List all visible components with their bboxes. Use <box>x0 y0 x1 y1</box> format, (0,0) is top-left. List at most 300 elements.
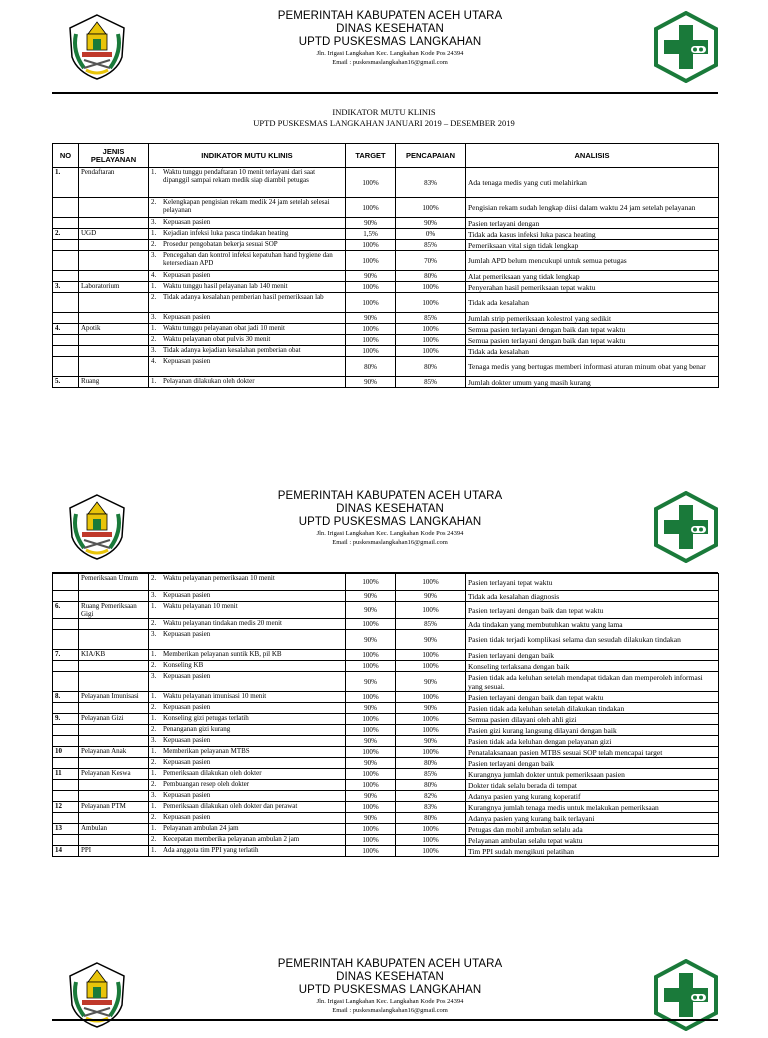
indicator-text: Pemeriksaan dilakukan oleh dokter <box>163 769 262 777</box>
cell-no <box>53 346 79 357</box>
cell-no <box>53 630 79 650</box>
clinic-name: UPTD PUSKESMAS LANGKAHAN <box>298 984 482 996</box>
indicator-number: 1. <box>151 229 157 237</box>
cell-pencapaian: 90% <box>396 672 466 692</box>
cell-pencapaian: 85% <box>396 769 466 780</box>
cell-target: 100% <box>346 619 396 630</box>
indicator-number: 2. <box>151 813 157 821</box>
cell-indikator <box>149 251 346 271</box>
indicator-text: Kepuasan pasien <box>163 271 211 279</box>
cell-jenis-pelayanan <box>79 619 149 630</box>
cell-pencapaian: 100% <box>396 725 466 736</box>
cell-pencapaian: 85% <box>396 240 466 251</box>
letterhead-rule <box>52 1019 718 1021</box>
cell-pencapaian: 100% <box>396 335 466 346</box>
cell-jenis-pelayanan <box>79 791 149 802</box>
indicator-text: Tidak adanya kejadian kesalahan pemberian obat <box>163 346 301 354</box>
cell-no: 14 <box>53 846 79 857</box>
cell-indikator <box>149 357 346 377</box>
indicator-number: 2. <box>151 661 157 669</box>
indicator-number: 3. <box>151 630 157 638</box>
letterhead <box>0 480 768 570</box>
address-text: Jln. Irigasi Langkahan Kec. Langkahan Kode Pos 24394 <box>316 530 464 537</box>
table-row <box>53 377 719 388</box>
cell-indikator <box>149 780 346 791</box>
indicator-number: 1. <box>151 747 157 755</box>
cell-target: 90% <box>346 758 396 769</box>
indicator-number: 1. <box>151 282 157 290</box>
cell-target: 100% <box>346 198 396 218</box>
cell-jenis-pelayanan: Ambulan <box>79 824 149 835</box>
indicator-number: 2. <box>151 725 157 733</box>
cell-target: 100% <box>346 293 396 313</box>
table-row <box>53 324 719 335</box>
cell-indikator <box>149 335 346 346</box>
table-row <box>53 736 719 747</box>
table-row <box>53 791 719 802</box>
indicator-number: 1. <box>151 377 157 385</box>
cell-pencapaian: 100% <box>396 324 466 335</box>
indicator-number: 1. <box>151 714 157 722</box>
cell-pencapaian: 100% <box>396 824 466 835</box>
cell-no <box>53 835 79 846</box>
table-row <box>53 218 719 229</box>
cell-jenis-pelayanan: UGD <box>79 229 149 240</box>
cell-analisis: Pasien gizi kurang langsung dilayani dengan baik <box>466 725 719 736</box>
indicator-table-page-2 <box>52 573 719 857</box>
indicator-text: Pelayanan dilakukan oleh dokter <box>163 377 255 385</box>
indicator-number: 1. <box>151 824 157 832</box>
agency-name: PEMERINTAH KABUPATEN ACEH UTARA <box>277 490 503 502</box>
cell-analisis: Semua pasien dilayani oleh ahli gizi <box>466 714 719 725</box>
indicator-number: 3. <box>151 313 157 321</box>
cell-pencapaian: 100% <box>396 747 466 758</box>
cell-analisis: Alat pemeriksaan yang tidak lengkap <box>466 271 719 282</box>
indicator-text: Kepuasan pasien <box>163 218 211 226</box>
indicator-text: Penanganan gizi kurang <box>163 725 231 733</box>
table-row <box>53 692 719 703</box>
cell-no <box>53 661 79 672</box>
cell-target: 90% <box>346 218 396 229</box>
cell-target: 100% <box>346 747 396 758</box>
cell-target: 90% <box>346 630 396 650</box>
indicator-text: Tidak adanya kesalahan pemberian hasil pemeriksaan lab <box>163 293 324 301</box>
table-row <box>53 591 719 602</box>
cell-indikator <box>149 747 346 758</box>
cell-no: 7. <box>53 650 79 661</box>
table-row <box>53 357 719 377</box>
indicator-text: Kepuasan pasien <box>163 630 211 638</box>
department-name: DINAS KESEHATAN <box>336 971 444 983</box>
indicator-text: Kecepatan memberika pelayanan ambulan 2 jam <box>163 835 300 843</box>
cell-jenis-pelayanan <box>79 313 149 324</box>
email-text: Email : puskesmaslangkahan16@gmail.com <box>332 59 448 66</box>
indicator-text: Kepuasan pasien <box>163 813 211 821</box>
cell-pencapaian: 70% <box>396 251 466 271</box>
cell-analisis: Jumlah strip pemeriksaan kolestrol yang sedikit <box>466 313 719 324</box>
indicator-number: 1. <box>151 168 157 176</box>
cell-target: 100% <box>346 574 396 591</box>
cell-no <box>53 736 79 747</box>
indicator-number: 2. <box>151 198 157 206</box>
cell-jenis-pelayanan: Laboratorium <box>79 282 149 293</box>
cell-no: 4. <box>53 324 79 335</box>
doc-title <box>0 107 768 129</box>
cell-jenis-pelayanan <box>79 758 149 769</box>
cell-no <box>53 313 79 324</box>
cell-analisis: Pasien terlayani dengan baik dan tepat waktu <box>466 692 719 703</box>
cell-jenis-pelayanan <box>79 251 149 271</box>
indicator-number: 3. <box>151 346 157 354</box>
cell-indikator <box>149 758 346 769</box>
cell-pencapaian: 100% <box>396 692 466 703</box>
cell-no <box>53 198 79 218</box>
col-pencapaian: PENCAPAIAN <box>396 144 466 168</box>
cell-no <box>53 791 79 802</box>
indicator-number: 1. <box>151 602 157 610</box>
indicator-text: Waktu tunggu pelayanan obat jadi 10 menit <box>163 324 285 332</box>
table-row <box>53 725 719 736</box>
cell-analisis: Pasien terlayani tepat waktu <box>466 574 719 591</box>
cell-jenis-pelayanan <box>79 240 149 251</box>
cell-no <box>53 240 79 251</box>
table-row <box>53 824 719 835</box>
cell-target: 100% <box>346 168 396 198</box>
address-text: Jln. Irigasi Langkahan Kec. Langkahan Kode Pos 24394 <box>316 50 464 57</box>
table-row <box>53 229 719 240</box>
cell-pencapaian: 100% <box>396 346 466 357</box>
cell-indikator <box>149 346 346 357</box>
indicator-number: 4. <box>151 357 157 365</box>
cell-indikator <box>149 574 346 591</box>
cell-target: 100% <box>346 846 396 857</box>
indicator-text: Pelayanan ambulan 24 jam <box>163 824 239 832</box>
cell-indikator <box>149 240 346 251</box>
indicator-number: 1. <box>151 692 157 700</box>
cell-jenis-pelayanan <box>79 271 149 282</box>
letterhead-rule <box>52 92 718 94</box>
cell-indikator <box>149 271 346 282</box>
indicator-number: 1. <box>151 802 157 810</box>
cell-indikator <box>149 846 346 857</box>
indicator-text: Waktu pelayanan 10 menit <box>163 602 238 610</box>
cell-analisis: Pasien tidak terjadi komplikasi selama dan sesudah dilakukan tindakan <box>466 630 719 650</box>
cell-indikator <box>149 602 346 619</box>
indicator-number: 3. <box>151 791 157 799</box>
cell-indikator <box>149 377 346 388</box>
table-row <box>53 672 719 692</box>
table-row <box>53 769 719 780</box>
cell-analisis: Tidak ada kesalahan <box>466 346 719 357</box>
letterhead-text <box>200 958 580 1015</box>
letterhead <box>0 948 768 1038</box>
cell-pencapaian: 80% <box>396 780 466 791</box>
cell-no: 2. <box>53 229 79 240</box>
cell-jenis-pelayanan <box>79 293 149 313</box>
indicator-number: 1. <box>151 769 157 777</box>
cell-no: 9. <box>53 714 79 725</box>
indicator-text: Kepuasan pasien <box>163 736 211 744</box>
cell-target: 90% <box>346 602 396 619</box>
indicator-number: 3. <box>151 736 157 744</box>
email-text: Email : puskesmaslangkahan16@gmail.com <box>332 539 448 546</box>
cell-analisis: Adanya pasien yang kurang baik terlayani <box>466 813 719 824</box>
indicator-number: 1. <box>151 846 157 854</box>
cell-analisis: Tidak ada kasus infeksi luka pasca heating <box>466 229 719 240</box>
indicator-number: 4. <box>151 271 157 279</box>
cell-jenis-pelayanan <box>79 346 149 357</box>
cell-no <box>53 271 79 282</box>
cell-jenis-pelayanan: Pelayanan Anak <box>79 747 149 758</box>
cell-pencapaian: 83% <box>396 168 466 198</box>
cell-target: 90% <box>346 271 396 282</box>
cell-analisis: Ada tindakan yang membutuhkan waktu yang lama <box>466 619 719 630</box>
cell-jenis-pelayanan <box>79 335 149 346</box>
cell-analisis: Konseling terlaksana dengan baik <box>466 661 719 672</box>
cell-pencapaian: 100% <box>396 650 466 661</box>
cell-analisis: Tidak ada kesalahan <box>466 293 719 313</box>
table-row <box>53 714 719 725</box>
table-row <box>53 747 719 758</box>
cell-analisis: Pelayanan ambulan selalu tepat waktu <box>466 835 719 846</box>
table-row <box>53 335 719 346</box>
cell-no <box>53 218 79 229</box>
cell-analisis: Semua pasien terlayani dengan baik dan tepat waktu <box>466 324 719 335</box>
cell-pencapaian: 80% <box>396 271 466 282</box>
cell-pencapaian: 0% <box>396 229 466 240</box>
indicator-number: 2. <box>151 835 157 843</box>
cell-no <box>53 703 79 714</box>
table-row <box>53 282 719 293</box>
cell-indikator <box>149 198 346 218</box>
table-row <box>53 346 719 357</box>
table-row <box>53 758 719 769</box>
cell-analisis: Pasien tidak ada keluhan setelah mendapat tidakan dan memperoleh informasi yang sesuai. <box>466 672 719 692</box>
cell-indikator <box>149 769 346 780</box>
cell-target: 100% <box>346 725 396 736</box>
clinic-name: UPTD PUSKESMAS LANGKAHAN <box>298 36 482 48</box>
cell-pencapaian: 82% <box>396 791 466 802</box>
cell-jenis-pelayanan: Apotik <box>79 324 149 335</box>
indicator-text: Ada anggota tim PPI yang terlatih <box>163 846 259 854</box>
indicator-text: Pembuangan resep oleh dokter <box>163 780 250 788</box>
cell-indikator <box>149 672 346 692</box>
cell-target: 1,5% <box>346 229 396 240</box>
puskesmas-cross-icon <box>650 491 722 563</box>
cell-target: 90% <box>346 672 396 692</box>
cell-pencapaian: 80% <box>396 813 466 824</box>
indicator-number: 3. <box>151 251 157 259</box>
cell-pencapaian: 83% <box>396 802 466 813</box>
col-no: NO <box>53 144 79 168</box>
cell-target: 80% <box>346 357 396 377</box>
cell-pencapaian: 85% <box>396 313 466 324</box>
indicator-text: Kelengkapan pengisian rekam medik 24 jam setelah selesai pelayanan <box>163 198 330 214</box>
cell-pencapaian: 100% <box>396 293 466 313</box>
cell-target: 100% <box>346 650 396 661</box>
cell-no <box>53 672 79 692</box>
table-row <box>53 168 719 198</box>
table-row <box>53 251 719 271</box>
cell-pencapaian: 100% <box>396 846 466 857</box>
cell-jenis-pelayanan <box>79 672 149 692</box>
cell-pencapaian: 100% <box>396 198 466 218</box>
indicator-text: Kepuasan pasien <box>163 591 211 599</box>
indicator-text: Kepuasan pasien <box>163 313 211 321</box>
title-line-1: INDIKATOR MUTU KLINIS <box>332 107 436 117</box>
cell-analisis: Tim PPI sudah mengikuti pelatihan <box>466 846 719 857</box>
address-text: Jln. Irigasi Langkahan Kec. Langkahan Kode Pos 24394 <box>316 998 464 1005</box>
department-name: DINAS KESEHATAN <box>336 503 444 515</box>
table-row <box>53 650 719 661</box>
cell-no: 12 <box>53 802 79 813</box>
indicator-text: Konseling KB <box>163 661 204 669</box>
cell-no <box>53 725 79 736</box>
table-row <box>53 813 719 824</box>
cell-no: 13 <box>53 824 79 835</box>
cell-analisis: Ada tenaga medis yang cuti melahirkan <box>466 168 719 198</box>
cell-indikator <box>149 714 346 725</box>
cell-jenis-pelayanan <box>79 813 149 824</box>
cell-target: 100% <box>346 282 396 293</box>
cell-target: 90% <box>346 591 396 602</box>
cell-analisis: Pemeriksaan vital sign tidak lengkap <box>466 240 719 251</box>
cell-pencapaian: 90% <box>396 736 466 747</box>
cell-indikator <box>149 324 346 335</box>
indicator-number: 2. <box>151 293 157 301</box>
col-target: TARGET <box>346 144 396 168</box>
aceh-utara-emblem-icon <box>62 492 132 562</box>
cell-jenis-pelayanan <box>79 357 149 377</box>
cell-target: 90% <box>346 313 396 324</box>
cell-target: 90% <box>346 813 396 824</box>
cell-analisis: Pasien terlayani dengan <box>466 218 719 229</box>
cell-target: 100% <box>346 324 396 335</box>
cell-indikator <box>149 692 346 703</box>
cell-target: 100% <box>346 769 396 780</box>
cell-jenis-pelayanan <box>79 218 149 229</box>
cell-analisis: Pasien tidak ada keluhan setelah dilakukan tindakan <box>466 703 719 714</box>
cell-jenis-pelayanan <box>79 736 149 747</box>
indicator-text: Waktu tunggu pendaftaran 10 menit terlayani dari saat dipanggil sampai rekam medik siap diambil petugas <box>163 168 316 184</box>
indicator-text: Pencegahan dan kontrol infeksi kepatuhan hand hygiene dan ketersediaan APD <box>163 251 333 267</box>
table-row <box>53 574 719 591</box>
col-jenis: JENIS PELAYANAN <box>79 144 149 168</box>
indicator-text: Waktu tunggu hasil pelayanan lab 140 menit <box>163 282 288 290</box>
cell-target: 100% <box>346 346 396 357</box>
cell-analisis: Pasien terlayani dengan baik <box>466 758 719 769</box>
cell-indikator <box>149 218 346 229</box>
cell-no <box>53 574 79 591</box>
cell-no <box>53 780 79 791</box>
indicator-text: Pemeriksaan dilakukan oleh dokter dan perawat <box>163 802 298 810</box>
indicator-text: Kejadian infeksi luka pasca tindakan heating <box>163 229 289 237</box>
cell-indikator <box>149 168 346 198</box>
cell-analisis: Pengisian rekam sudah lengkap diisi dalam waktu 24 jam setelah pelayanan <box>466 198 719 218</box>
indicator-text: Waktu pelayanan imunisasi 10 menit <box>163 692 267 700</box>
indicator-number: 3. <box>151 672 157 680</box>
cell-indikator <box>149 835 346 846</box>
cell-indikator <box>149 630 346 650</box>
cell-no: 8. <box>53 692 79 703</box>
cell-target: 90% <box>346 736 396 747</box>
cell-indikator <box>149 824 346 835</box>
cell-no <box>53 251 79 271</box>
cell-jenis-pelayanan: Pelayanan Gizi <box>79 714 149 725</box>
cell-target: 100% <box>346 780 396 791</box>
indicator-text: Kepuasan pasien <box>163 791 211 799</box>
cell-pencapaian: 80% <box>396 758 466 769</box>
cell-analisis: Jumlah APD belum mencukupi untuk semua petugas <box>466 251 719 271</box>
cell-analisis: Tidak ada kesalahan diagnosis <box>466 591 719 602</box>
cell-target: 100% <box>346 335 396 346</box>
cell-indikator <box>149 813 346 824</box>
cell-no <box>53 813 79 824</box>
cell-jenis-pelayanan: Pelayanan PTM <box>79 802 149 813</box>
cell-indikator <box>149 661 346 672</box>
indicator-number: 2. <box>151 335 157 343</box>
cell-jenis-pelayanan <box>79 198 149 218</box>
cell-no: 11 <box>53 769 79 780</box>
table-row <box>53 602 719 619</box>
table-row <box>53 835 719 846</box>
table-row <box>53 630 719 650</box>
indicator-number: 3. <box>151 218 157 226</box>
cell-analisis: Jumlah dokter umum yang masih kurang <box>466 377 719 388</box>
indicator-number: 2. <box>151 240 157 248</box>
cell-jenis-pelayanan: Pendaftaran <box>79 168 149 198</box>
indicator-text: Memberikan pelayanan MTBS <box>163 747 250 755</box>
indicator-number: 2. <box>151 780 157 788</box>
cell-jenis-pelayanan: Ruang Pemeriksaan Gigi <box>79 602 149 619</box>
cell-jenis-pelayanan: Pelayanan Keswa <box>79 769 149 780</box>
cell-no <box>53 619 79 630</box>
cell-indikator <box>149 619 346 630</box>
table-row <box>53 780 719 791</box>
cell-jenis-pelayanan <box>79 725 149 736</box>
indicator-number: 2. <box>151 703 157 711</box>
cell-target: 90% <box>346 791 396 802</box>
clinic-name: UPTD PUSKESMAS LANGKAHAN <box>298 516 482 528</box>
cell-analisis: Penyerahan hasil pemeriksaan tepat waktu <box>466 282 719 293</box>
cell-pencapaian: 100% <box>396 661 466 672</box>
indicator-text: Konseling gizi petugas terlatih <box>163 714 249 722</box>
cell-indikator <box>149 591 346 602</box>
indicator-table-page-1 <box>52 143 719 388</box>
cell-analisis: Pasien tidak ada keluhan dengan pelayanan gizi <box>466 736 719 747</box>
cell-no <box>53 591 79 602</box>
cell-jenis-pelayanan: PPI <box>79 846 149 857</box>
cell-target: 100% <box>346 824 396 835</box>
cell-target: 100% <box>346 802 396 813</box>
cell-analisis: Tenaga medis yang bertugas memberi informasi aturan minum obat yang benar <box>466 357 719 377</box>
indicator-text: Memberikan pelayanan suntik KB, pil KB <box>163 650 282 658</box>
indicator-number: 1. <box>151 324 157 332</box>
col-indikator: INDIKATOR MUTU KLINIS <box>149 144 346 168</box>
cell-pencapaian: 100% <box>396 714 466 725</box>
cell-jenis-pelayanan: Pemeriksaan Umum <box>79 574 149 591</box>
cell-indikator <box>149 313 346 324</box>
col-analisis: ANALISIS <box>466 144 719 168</box>
table-row <box>53 313 719 324</box>
table-row <box>53 293 719 313</box>
cell-no <box>53 335 79 346</box>
cell-jenis-pelayanan: Ruang <box>79 377 149 388</box>
cell-no <box>53 758 79 769</box>
table-row <box>53 198 719 218</box>
cell-pencapaian: 85% <box>396 377 466 388</box>
puskesmas-cross-icon <box>650 11 722 83</box>
